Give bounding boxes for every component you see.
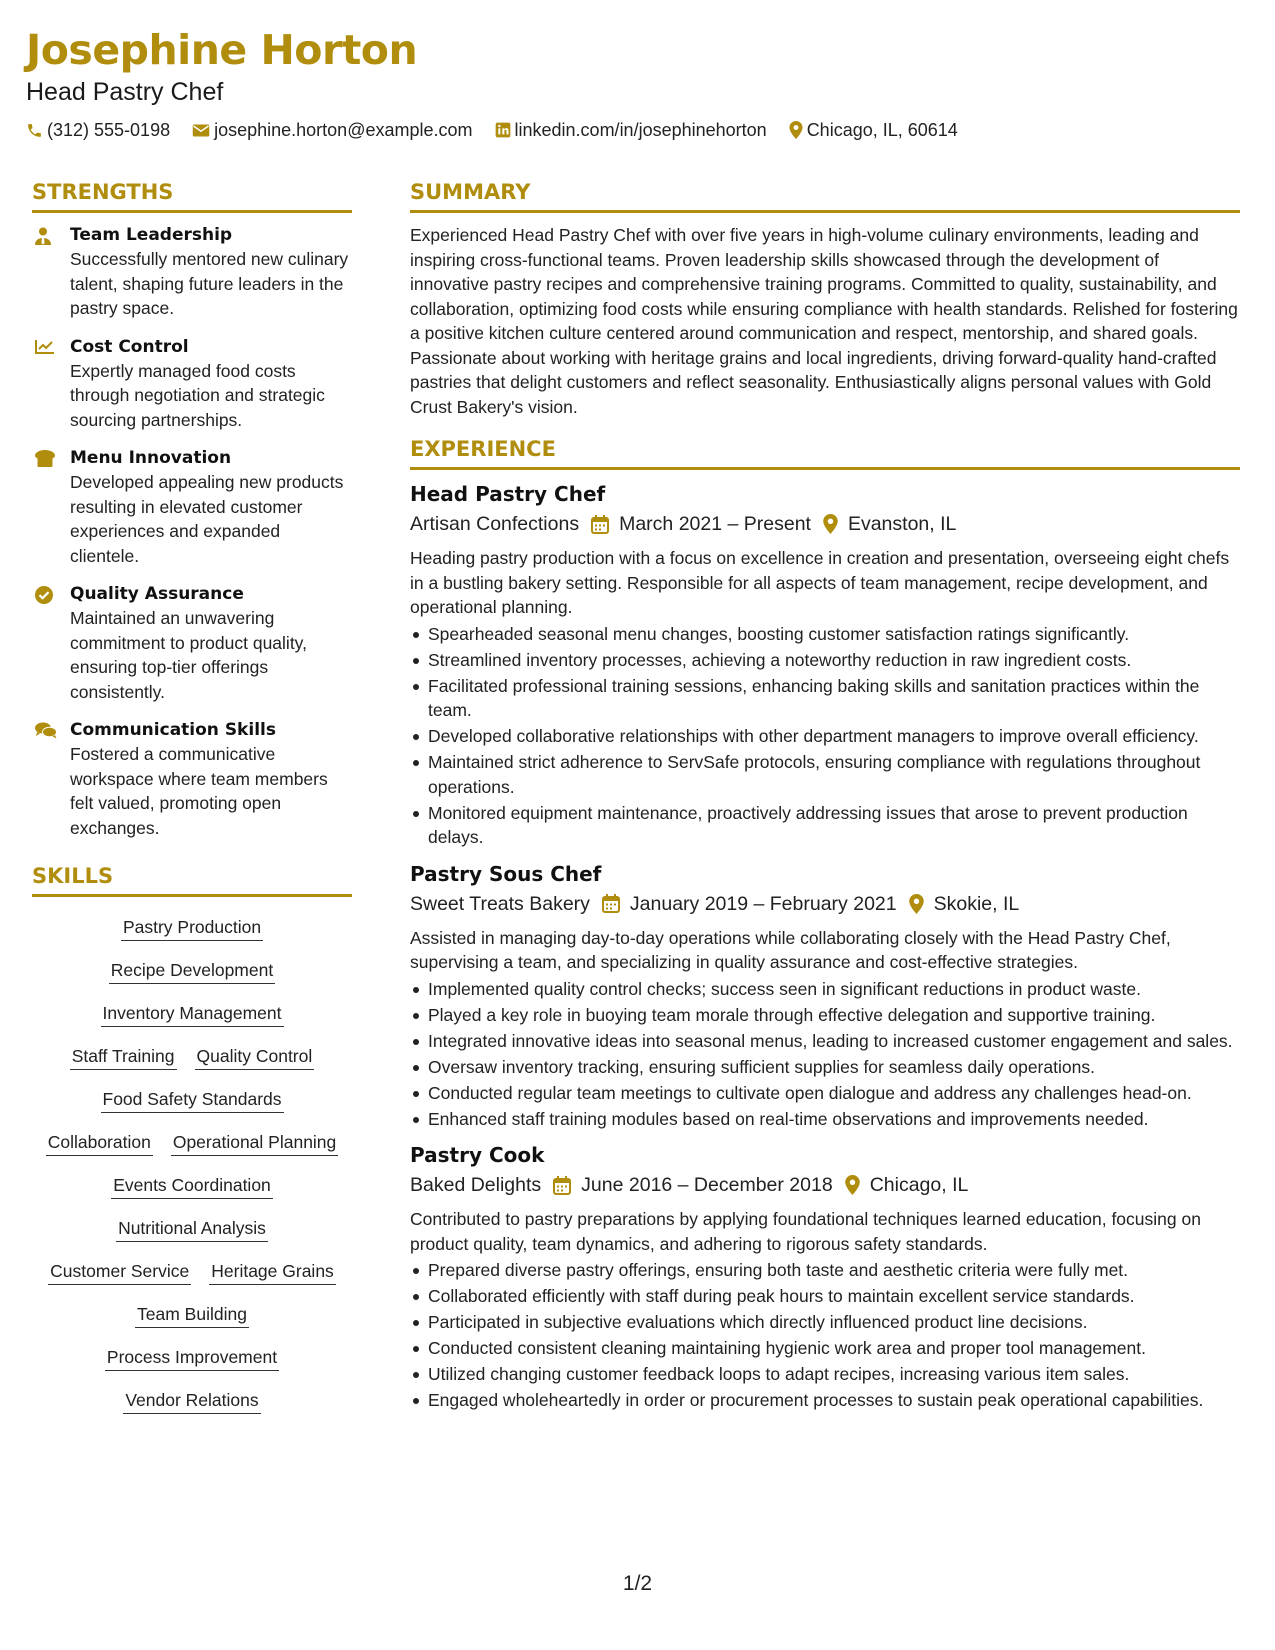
strength-item — [32, 223, 352, 321]
experience-heading: EXPERIENCE — [410, 435, 1240, 470]
phone-text: (312) 555-0198 — [47, 120, 171, 140]
contact-linkedin[interactable] — [495, 118, 767, 142]
contact-email[interactable] — [192, 118, 472, 142]
job-bullet: Facilitated professional training sessions, enhancing baking skills and sanitation practices within the team. — [410, 674, 1240, 723]
skill-tag: Quality Control — [195, 1044, 315, 1070]
strengths-heading: STRENGTHS — [32, 178, 352, 213]
strength-item — [32, 718, 352, 840]
job-entry — [410, 860, 1240, 1132]
contact-bar — [26, 118, 1246, 142]
skill-tag: Heritage Grains — [209, 1259, 336, 1285]
strength-title: Cost Control — [70, 336, 189, 357]
location-icon — [909, 894, 924, 914]
job-location: Chicago, IL — [869, 1174, 969, 1196]
job-meta — [410, 1171, 1240, 1199]
contact-phone — [26, 118, 170, 142]
skill-tag: Food Safety Standards — [101, 1087, 284, 1113]
skill-tag: Nutritional Analysis — [116, 1216, 268, 1242]
skill-tag: Collaboration — [46, 1130, 153, 1156]
strength-desc: Successfully mentored new culinary talent, shaping future leaders in the pastry space. — [70, 249, 349, 318]
summary-heading: SUMMARY — [410, 178, 1240, 213]
job-bullets — [410, 1258, 1240, 1413]
job-bullet: Implemented quality control checks; success seen in significant reductions in product waste. — [410, 977, 1240, 1002]
resume-header — [26, 24, 1246, 142]
strength-desc: Developed appealing new products resulting in elevated customer experiences and expanded clientele. — [70, 472, 344, 566]
strength-desc: Fostered a communicative workspace where team members felt valued, promoting open exchanges. — [70, 744, 328, 838]
location-icon — [823, 514, 838, 534]
job-bullet: Conducted regular team meetings to cultivate open dialogue and address any challenges head-on. — [410, 1081, 1240, 1106]
location-icon — [845, 1175, 860, 1195]
strength-desc: Maintained an unwavering commitment to product quality, ensuring top-tier offerings consistently. — [70, 608, 307, 702]
job-title: Pastry Cook — [410, 1143, 545, 1167]
job-bullet: Participated in subjective evaluations which directly influenced product line decisions. — [410, 1310, 1240, 1335]
job-dates: January 2019 – February 2021 — [629, 892, 897, 915]
job-bullet: Conducted consistent cleaning maintaining hygienic work area and proper tool management. — [410, 1336, 1240, 1361]
left-column — [32, 178, 352, 1431]
page-number: 1/2 — [622, 1572, 653, 1595]
skill-tag: Team Building — [135, 1302, 249, 1328]
skills-list — [32, 911, 352, 1431]
strength-desc: Expertly managed food costs through negotiation and strategic sourcing partnerships. — [70, 360, 325, 430]
job-description: Assisted in managing day-to-day operations while collaborating closely with the Head Pastry Chef, supervising a team, and specializing in quality assurance and cost-effective strategies. — [410, 927, 1171, 972]
job-dates: March 2021 – Present — [619, 513, 811, 535]
phone-icon — [26, 122, 43, 139]
candidate-name: Josephine Horton — [26, 26, 418, 74]
email-text[interactable]: josephine.horton@example.com — [214, 120, 473, 140]
job-bullet: Spearheaded seasonal menu changes, boosting customer satisfaction ratings significantly. — [410, 622, 1240, 647]
job-entry — [410, 480, 1240, 850]
location-icon — [789, 121, 803, 139]
skill-tag: Pastry Production — [121, 915, 263, 941]
job-description: Contributed to pastry preparations by applying foundational techniques learned education, focusing on product quality, team dynamics, and adhering to rigorous safety standards. — [410, 1209, 1201, 1254]
job-description: Heading pastry production with a focus on excellence in creation and presentation, overseeing eight chefs in a bustling bakery setting. Responsible for all aspects of team management, recipe development, and operational planning. — [410, 548, 1230, 617]
job-location: Skokie, IL — [933, 892, 1020, 915]
job-bullet: Collaborated efficiently with staff during peak hours to maintain excellent service standards. — [410, 1284, 1240, 1309]
strength-title: Quality Assurance — [70, 584, 244, 604]
strength-title: Team Leadership — [70, 225, 233, 245]
job-title: Head Pastry Chef — [410, 482, 606, 506]
skill-tag: Events Coordination — [111, 1173, 273, 1199]
contact-location — [789, 118, 958, 142]
job-title: Pastry Sous Chef — [410, 861, 602, 886]
job-meta — [410, 510, 1240, 538]
job-bullet: Utilized changing customer feedback loops to adapt recipes, increasing various item sales. — [410, 1362, 1240, 1387]
job-bullet: Prepared diverse pastry offerings, ensuring both taste and aesthetic criteria were fully met. — [410, 1258, 1240, 1283]
job-dates: June 2016 – December 2018 — [581, 1174, 833, 1196]
job-entry — [410, 1141, 1240, 1413]
skill-tag: Process Improvement — [105, 1345, 279, 1371]
skill-tag: Inventory Management — [101, 1001, 284, 1027]
strength-item — [32, 446, 352, 568]
calendar-icon — [591, 515, 609, 534]
strength-item — [32, 582, 352, 704]
skill-tag: Vendor Relations — [123, 1388, 260, 1414]
skill-tag: Staff Training — [70, 1044, 177, 1070]
skill-tag: Operational Planning — [171, 1130, 338, 1156]
strength-title: Menu Innovation — [70, 448, 232, 468]
job-company: Baked Delights — [410, 1174, 542, 1196]
job-bullet: Streamlined inventory processes, achieving a noteworthy reduction in raw ingredient costs. — [410, 648, 1240, 673]
job-bullet: Developed collaborative relationships with other department managers to improve overall efficiency. — [410, 724, 1240, 749]
job-company: Sweet Treats Bakery — [410, 892, 590, 915]
job-meta — [410, 890, 1240, 918]
chart-line-icon — [35, 339, 55, 354]
right-column — [410, 178, 1240, 1423]
linkedin-icon — [495, 122, 511, 138]
strength-title: Communication Skills — [70, 720, 276, 740]
linkedin-text[interactable]: linkedin.com/in/josephinehorton — [514, 120, 767, 140]
calendar-icon — [553, 1176, 571, 1195]
job-bullet: Oversaw inventory tracking, ensuring sufficient supplies for seamless daily operations. — [410, 1055, 1240, 1080]
job-bullet: Maintained strict adherence to ServSafe protocols, ensuring compliance with regulations throughout operations. — [410, 750, 1240, 799]
calendar-icon — [602, 894, 620, 913]
candidate-title: Head Pastry Chef — [26, 78, 224, 106]
job-bullet: Engaged wholeheartedly in order or procurement processes to sustain peak operational capabilities. — [410, 1388, 1240, 1413]
location-text: Chicago, IL, 60614 — [806, 120, 958, 140]
bread-slice-icon — [35, 450, 55, 467]
strength-item — [32, 335, 352, 433]
job-bullet: Enhanced staff training modules based on real-time observations and improvements needed. — [410, 1107, 1240, 1132]
email-icon — [192, 123, 210, 138]
skill-tag: Recipe Development — [109, 958, 275, 984]
summary-text: Experienced Head Pastry Chef with over five years in high-volume culinary environments, leading and inspiring cross-functional teams. Proven leadership skills showcased through the development of innovative pastry recipes and comprehensive training programs. Committed to quality, sustainability, and collaboration, optimizing food costs while ensuring compliance with health standards. Relished for fostering a positive kitchen culture centered around communication and respect, mentorship, and shared goals. Passionate about working with heritage grains and local ingredients, driving forward-quality hand-crafted pastries that delight customers and reflect seasonality. Enthusiastically aligns personal values with Gold Crust Bakery's vision. — [410, 225, 1238, 417]
user-tie-icon — [35, 227, 51, 245]
comments-icon — [35, 722, 57, 739]
job-company: Artisan Confections — [410, 513, 580, 535]
job-bullet: Played a key role in buoying team morale through effective delegation and supportive training. — [410, 1003, 1240, 1028]
skill-tag: Customer Service — [48, 1259, 191, 1285]
job-bullets — [410, 622, 1240, 850]
job-bullet: Monitored equipment maintenance, proactively addressing issues that arose to prevent production delays. — [410, 801, 1240, 850]
check-circle-icon — [35, 586, 53, 604]
job-bullets — [410, 977, 1240, 1132]
skills-heading: SKILLS — [32, 862, 352, 897]
job-location: Evanston, IL — [847, 513, 957, 535]
job-bullet: Integrated innovative ideas into seasonal menus, leading to increased customer engagement and sales. — [410, 1029, 1240, 1054]
